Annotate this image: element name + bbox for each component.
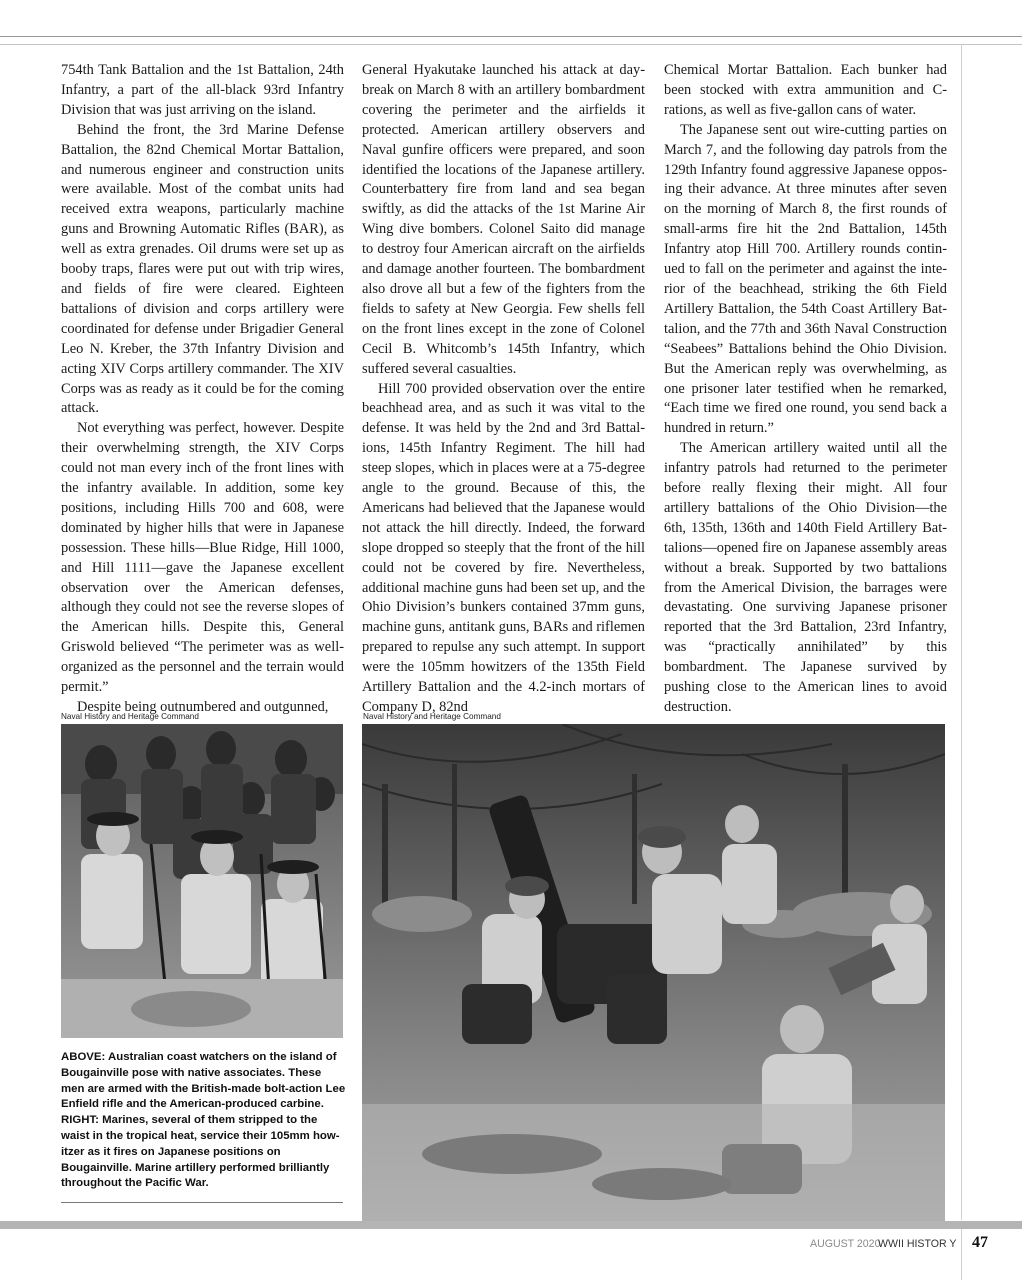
paragraph: The Japanese sent out wire-cutting parties on March 7, and the following day patrols from the 129th Infantry found aggressive Japanese opposing their advance. At three minutes after seven on the morning of March 8, the first rounds of small-arms fire hit the 2nd Battalion, 145th Infantry atop Hill 700. Artillery rounds continued to fall on the perimeter and against the interior of the beachhead, striking the 6th Field Artillery Battalion, the 54th Coast Artillery Battalion, and the 77th and 36th Naval Construction “Seabees” Battalions behind the Ohio Division. But the American reply was overwhelming, as one prisoner later testified when he remarked, “Each time we fired one round, you send back a hundred in return.” bbox=[664, 121, 947, 437]
paragraph: Chemical Mortar Battalion. Each bunker had been stocked with extra ammunition and C-rations, as well as five-gallon cans of water. bbox=[664, 62, 947, 118]
text-column-3 bbox=[664, 61, 947, 718]
text-column-2 bbox=[362, 61, 645, 718]
photo-caption: ABOVE: Australian coast watchers on the island of Bougainville pose with native associates. These men are armed with the British-made bolt-action Lee Enfield rifle and the American-produced carbine. RIGHT: Marines, several of them stripped to the waist in the tropical heat, service their 105mm howitzer as it fires on Japanese positions on Bougainville. Marine artillery performed brilliantly throughout the Pacific War. bbox=[61, 1051, 346, 1190]
footer-band bbox=[0, 1221, 1022, 1229]
coast-watchers-illustration bbox=[61, 724, 343, 1038]
top-rule-secondary bbox=[0, 44, 1022, 45]
text-column-1 bbox=[61, 61, 344, 718]
photo-credit-right: Naval History and Heritage Command bbox=[363, 712, 501, 721]
howitzer-crew-photo bbox=[362, 724, 945, 1221]
photo-credit-left: Naval History and Heritage Command bbox=[61, 712, 199, 721]
paragraph: Hill 700 provided observation over the entire beachhead area, and as such it was vital to the defense. It was held by the 2nd and 3rd Battalions, 145th Infantry Regiment. The hill had steep slopes, which in places were at a 75-degree angle to the ground. Because of this, the Americans had believed that the Japanese would not attack the hill directly. Indeed, the forward slope dropped so steeply that the front of the hill could not be covered by fire. Nevertheless, additional machine guns had been set up, and the Ohio Division’s bunkers contained 37mm guns, machine guns, antitank guns, BARs and riflemen prepared to repulse any such attempt. In support were the 105mm howitzers of the 135th Field Artillery Battalion and the 4.2-inch mortars of Company D, 82nd bbox=[362, 380, 645, 715]
coast-watchers-photo bbox=[61, 724, 343, 1038]
caption-divider bbox=[61, 1202, 343, 1203]
howitzer-crew-illustration bbox=[362, 724, 945, 1221]
footer-divider bbox=[961, 1229, 962, 1280]
top-rule bbox=[0, 36, 1022, 37]
paragraph: General Hyakutake launched his attack at daybreak on March 8 with an artillery bombardment covering the perimeter and the airfields it protected. American artillery observers and Naval gunfire officers were prepared, and soon identified the locations of the Japanese artillery. Counterbattery fire from land and sea began swiftly, as did the attacks of the 1st Marine Air Wing dive bombers. Colonel Saito did manage to destroy four American aircraft on the airfields and damage another fourteen. The bombardment also drove all but a few of the fighters from the fields to safety at New Georgia. Few shells fell on the front lines except in the zone of Colonel Cecil B. Whitcomb’s 145th Infantry, which suffered several casualties. bbox=[362, 62, 645, 377]
paragraph: The American artillery waited until all the infantry patrols had returned to the perimeter before really flexing their might. All four artillery battalions of the Ohio Division—the 6th, 135th, 136th and 140th Field Artillery Battalions—opened fire on Japanese assembly areas without a break. Supported by two battalions from the Americal Division, the barrages were devastating. One surviving Japanese prisoner reported that the 3rd Battalion, 23rd Infantry, was “practically annihilated” by this bombardment. The Japanese survived by pushing close to the American lines to avoid destruction. bbox=[664, 440, 947, 715]
paragraph: Not everything was perfect, however. Despite their overwhelming strength, the XIV Corps could not man every inch of the front lines with the infantry available. In addition, some key positions, including Hills 700 and 608, were dominated by higher hills that were in Japanese possession. These hills—Blue Ridge, Hill 1000, and Hill 1111—gave the Japanese excellent observation over the American defenses, although they could not see the reverse slopes of the American hills. Despite this, General Griswold believed “The perimeter was as well-organized as the personnel and the terrain would permit.” bbox=[61, 420, 344, 696]
page-number: 47 bbox=[972, 1234, 988, 1251]
paragraph: Behind the front, the 3rd Marine Defense Battalion, the 82nd Chemical Mortar Battalion, and numerous engineer and construction units were available. Most of the combat units had received extra weapons, particularly machine guns and Browning Automatic Rifles (BAR), as well as extra grenades. Oil drums were set up as booby traps, flares were put out with trip wires, and fields of fire were cleared. Eighteen battalions of division and corps artillery were coordinated for defense under Brigadier General Leo N. Kreber, the 37th Infantry Division and acting XIV Corps artillery commander. The XIV Corps was as ready as it could be for the coming attack. bbox=[61, 121, 344, 417]
side-margin-rule bbox=[961, 44, 962, 1220]
footer-magazine-title: WWII HISTOR Y bbox=[878, 1238, 957, 1250]
paragraph: 754th Tank Battalion and the 1st Battalion, 24th Infantry, a part of the all-black 93rd Infantry Division that was just arriving on the island. bbox=[61, 62, 344, 118]
footer-issue-date: AUGUST 2020 bbox=[810, 1238, 881, 1250]
paragraph: Despite being outnumbered and outgunned, bbox=[77, 699, 329, 715]
